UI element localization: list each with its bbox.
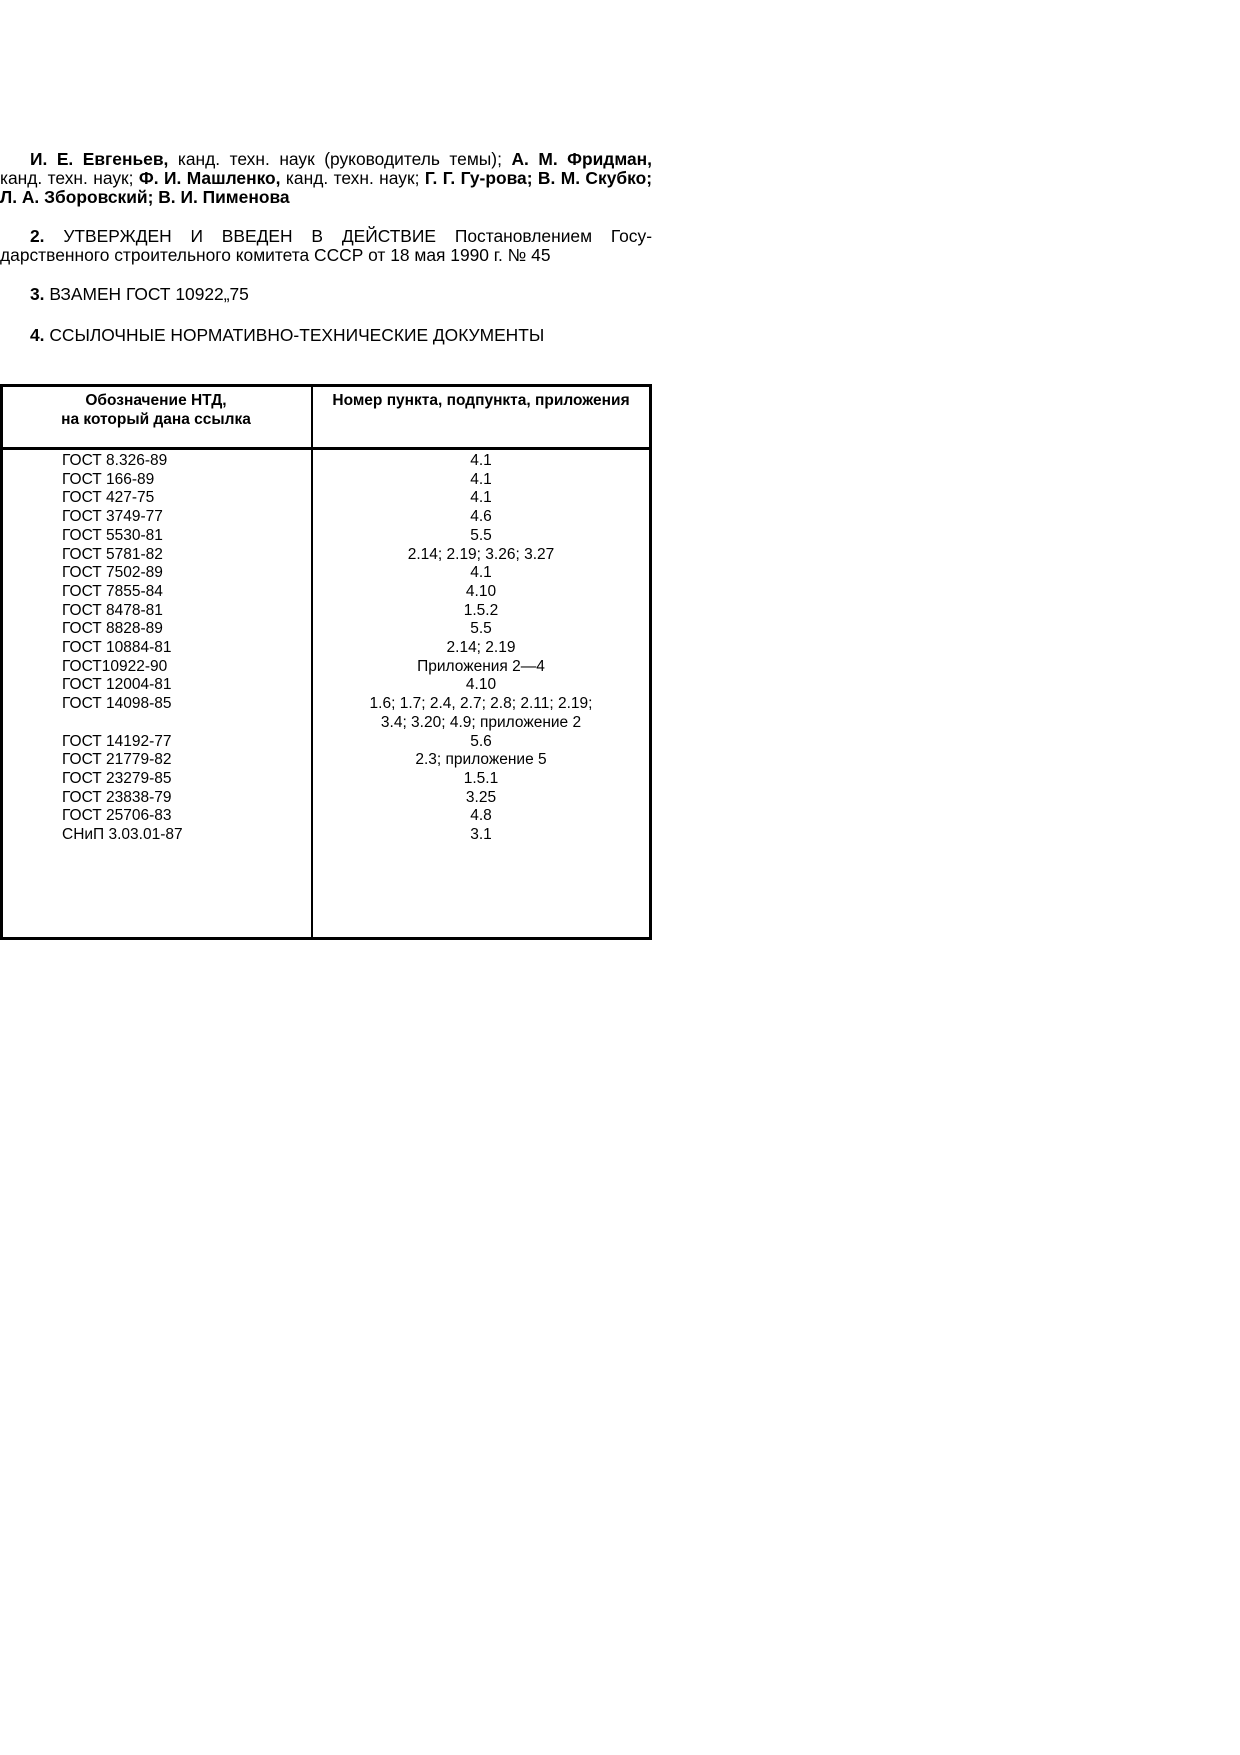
document-cell: ГОСТ 3749-77 xyxy=(62,508,163,526)
clause-cell: 1.5.1 xyxy=(463,769,499,787)
table-row xyxy=(3,789,649,808)
header-document-line1: Обозначение НТД, xyxy=(85,392,227,409)
clause-cell: 2.14; 2.19; 3.26; 3.27 xyxy=(407,545,555,563)
author-name: А. М. Фридман, xyxy=(511,149,652,169)
clause-cell: 4.10 xyxy=(465,582,497,600)
clause-cell: 4.1 xyxy=(470,452,492,469)
item-text: ВЗАМЕН ГОСТ 10922„75 xyxy=(44,284,249,304)
table-row xyxy=(3,807,649,826)
item-text: ССЫЛОЧНЫЕ НОРМАТИВНО-ТЕХНИЧЕСКИЕ ДОКУМЕНТЫ xyxy=(44,325,545,345)
table-row xyxy=(3,602,649,621)
table-row xyxy=(3,489,649,508)
document-cell: ГОСТ 21779-82 xyxy=(62,751,172,769)
document-cell: ГОСТ 10884-81 xyxy=(62,639,172,657)
author-name: Ф. И. Машленко, xyxy=(138,168,281,188)
document-cell: ГОСТ 25706-83 xyxy=(62,807,172,825)
table-row xyxy=(3,714,649,733)
item-number: 2. xyxy=(30,226,45,246)
author-degree: канд. техн. наук (руководитель темы); xyxy=(168,149,512,169)
document-cell: ГОСТ 8478-81 xyxy=(62,601,163,619)
table-row xyxy=(3,583,649,602)
clause-cell: 2.3; приложение 5 xyxy=(415,751,547,769)
table-row xyxy=(3,564,649,583)
clause-cell: 4.1 xyxy=(470,470,492,488)
clause-cell: 4.8 xyxy=(470,807,492,825)
table-row xyxy=(3,620,649,639)
author-degree: канд. техн. наук; xyxy=(0,168,139,188)
author-degree: канд. техн. наук; xyxy=(280,168,425,188)
table-row xyxy=(3,695,649,714)
clause-cell: 3.1 xyxy=(470,826,492,844)
header-document xyxy=(3,391,309,429)
table-row xyxy=(3,676,649,695)
header-document-line2: на который дана ссылка xyxy=(61,411,251,428)
approval-paragraph xyxy=(0,227,652,265)
item-number: 4. xyxy=(30,325,45,345)
author-name: Г. Г. Гу-рова; В. М. Скубко; Л. А. Зборовский; В. И. Пименова xyxy=(0,168,652,207)
table-row xyxy=(3,546,649,565)
document-cell: ГОСТ 5781-82 xyxy=(62,545,163,563)
document-cell: ГОСТ 7855-84 xyxy=(62,582,163,600)
clause-cell: 5.5 xyxy=(470,526,492,544)
document-cell: ГОСТ 12004-81 xyxy=(62,676,172,694)
header-clause-label: Номер пункта, подпункта, приложения xyxy=(332,392,630,409)
clause-cell-continued: 3.4; 3.20; 4.9; приложение 2 xyxy=(380,713,582,731)
table-row xyxy=(3,733,649,752)
table-row xyxy=(3,452,649,471)
document-cell: ГОСТ 5530-81 xyxy=(62,526,163,544)
document-body xyxy=(0,150,652,345)
clause-cell: 5.5 xyxy=(470,620,492,638)
document-cell: ГОСТ 23838-79 xyxy=(62,788,172,806)
document-cell: ГОСТ 14192-77 xyxy=(62,732,172,750)
table-row xyxy=(3,770,649,789)
item-text: УТВЕРЖДЕН И ВВЕДЕН В ДЕЙСТВИЕ Постановлением Госу-дарственного строительного комитета СССР от 18 мая 1990 г. № 45 xyxy=(0,226,652,265)
document-cell: СНиП 3.03.01-87 xyxy=(62,826,183,844)
table-row xyxy=(3,639,649,658)
document-cell: ГОСТ 166-89 xyxy=(62,470,155,488)
table-row xyxy=(3,527,649,546)
document-cell: ГОСТ 23279-85 xyxy=(62,769,172,787)
table-row xyxy=(3,826,649,845)
item-number: 3. xyxy=(30,284,45,304)
clause-cell: 5.6 xyxy=(470,732,492,750)
clause-cell: 4.1 xyxy=(470,564,492,582)
references-table xyxy=(0,384,652,940)
table-row xyxy=(3,658,649,677)
clause-cell: 3.25 xyxy=(465,788,497,806)
author-name: И. Е. Евгеньев, xyxy=(30,149,169,169)
header-clause xyxy=(313,391,649,410)
clause-cell: 1.6; 1.7; 2.4, 2.7; 2.8; 2.11; 2.19; xyxy=(369,695,593,713)
header-divider xyxy=(3,447,649,450)
table-row xyxy=(3,508,649,527)
document-cell: ГОСТ 8828-89 xyxy=(62,620,163,638)
clause-cell: 4.10 xyxy=(465,676,497,694)
document-cell: ГОСТ 14098-85 xyxy=(62,695,172,713)
document-cell: ГОСТ 8.326-89 xyxy=(62,452,168,469)
document-cell xyxy=(3,714,311,733)
clause-cell: Приложения 2—4 xyxy=(417,657,545,675)
document-cell: ГОСТ10922-90 xyxy=(62,657,168,675)
table-body xyxy=(3,452,649,845)
clause-cell: 4.1 xyxy=(470,489,492,507)
document-cell: ГОСТ 7502-89 xyxy=(62,564,163,582)
authors-paragraph xyxy=(0,150,652,207)
table-row xyxy=(3,751,649,770)
document-cell: ГОСТ 427-75 xyxy=(62,489,155,507)
clause-cell: 2.14; 2.19 xyxy=(446,639,516,657)
clause-cell: 4.6 xyxy=(470,508,492,526)
references-heading xyxy=(0,326,652,345)
replacement-paragraph xyxy=(0,285,652,304)
clause-cell: 1.5.2 xyxy=(463,601,499,619)
table-row xyxy=(3,471,649,490)
